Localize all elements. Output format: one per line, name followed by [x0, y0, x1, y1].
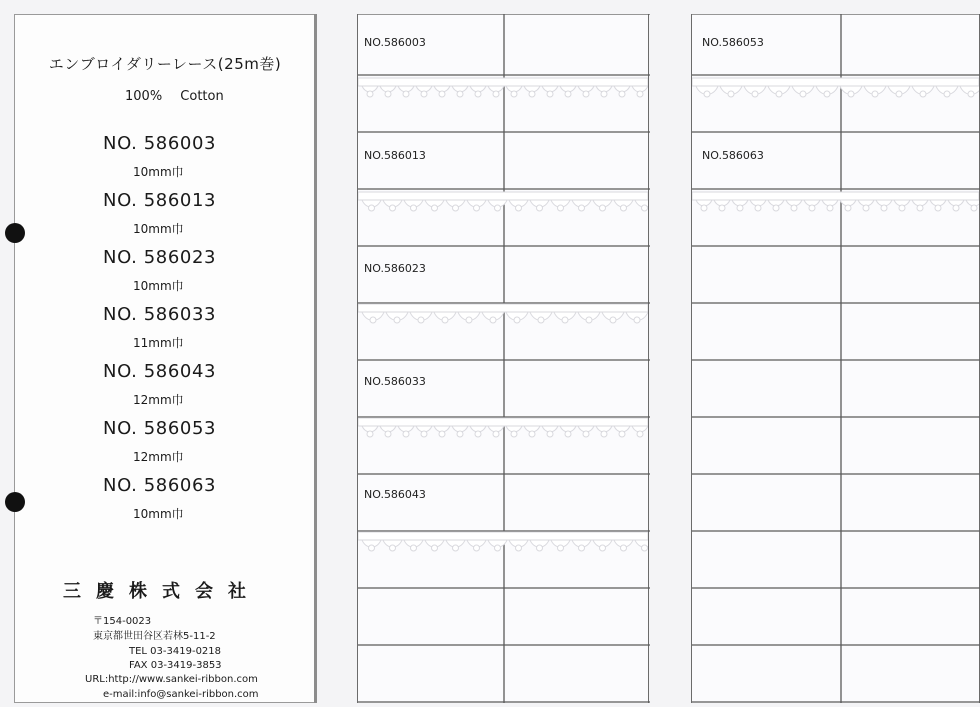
sample-page-left [357, 14, 649, 703]
catalog-cover [14, 14, 316, 703]
sample-label: NO.586023 [364, 262, 426, 275]
sample-grid [692, 14, 979, 703]
product-width: 10mm巾 [133, 507, 184, 521]
sample-label: NO.586033 [364, 375, 426, 388]
product-number: NO. 586003 [103, 133, 217, 154]
lace-sample-586013 [358, 186, 648, 218]
material-label: 100% Cotton [125, 89, 224, 104]
lace-sample-586003 [358, 72, 648, 104]
product-number: NO. 586023 [103, 247, 217, 268]
product-entry [15, 247, 315, 303]
product-entry [15, 190, 315, 246]
cover-spine [314, 14, 317, 703]
product-entry [15, 418, 315, 474]
product-entry [15, 361, 315, 417]
sample-grid [358, 14, 648, 703]
company-name: 三慶株式会社 [63, 581, 261, 602]
fax: FAX 03-3419-3853 [129, 660, 222, 671]
email-address: e-mail:info@sankei-ribbon.com [103, 689, 259, 700]
product-entry [15, 133, 315, 189]
product-number: NO. 586063 [103, 475, 217, 496]
lace-sample-586033 [358, 412, 648, 444]
grid-lines [692, 14, 980, 703]
grid-lines [358, 14, 650, 703]
lace-sample-586053 [692, 72, 979, 104]
lace-sample-586063 [692, 186, 979, 218]
product-entry [15, 304, 315, 360]
telephone: TEL 03-3419-0218 [129, 646, 222, 657]
sample-label: NO.586053 [702, 36, 764, 49]
product-width: 11mm巾 [133, 336, 184, 350]
product-number: NO. 586033 [103, 304, 217, 325]
website-url: URL:http://www.sankei-ribbon.com [85, 674, 258, 685]
lace-sample-586023 [358, 298, 648, 330]
street-address: 東京都世田谷区若林5-11-2 [93, 631, 216, 642]
sample-page-right [691, 14, 980, 703]
sample-label: NO.586063 [702, 149, 764, 162]
product-number: NO. 586013 [103, 190, 217, 211]
sample-label: NO.586013 [364, 149, 426, 162]
binder-hole-icon [5, 223, 25, 243]
product-number: NO. 586043 [103, 361, 217, 382]
lace-sample-586043 [358, 526, 648, 558]
sample-label: NO.586043 [364, 488, 426, 501]
product-width: 12mm巾 [133, 450, 184, 464]
product-width: 10mm巾 [133, 279, 184, 293]
product-entry [15, 475, 315, 531]
catalog-title: エンブロイダリーレース(25m巻) [48, 55, 282, 73]
binder-hole-icon [5, 492, 25, 512]
sample-label: NO.586003 [364, 36, 426, 49]
product-width: 10mm巾 [133, 222, 184, 236]
product-width: 12mm巾 [133, 393, 184, 407]
postal-code: 〒154-0023 [93, 616, 152, 627]
product-number: NO. 586053 [103, 418, 217, 439]
product-width: 10mm巾 [133, 165, 184, 179]
